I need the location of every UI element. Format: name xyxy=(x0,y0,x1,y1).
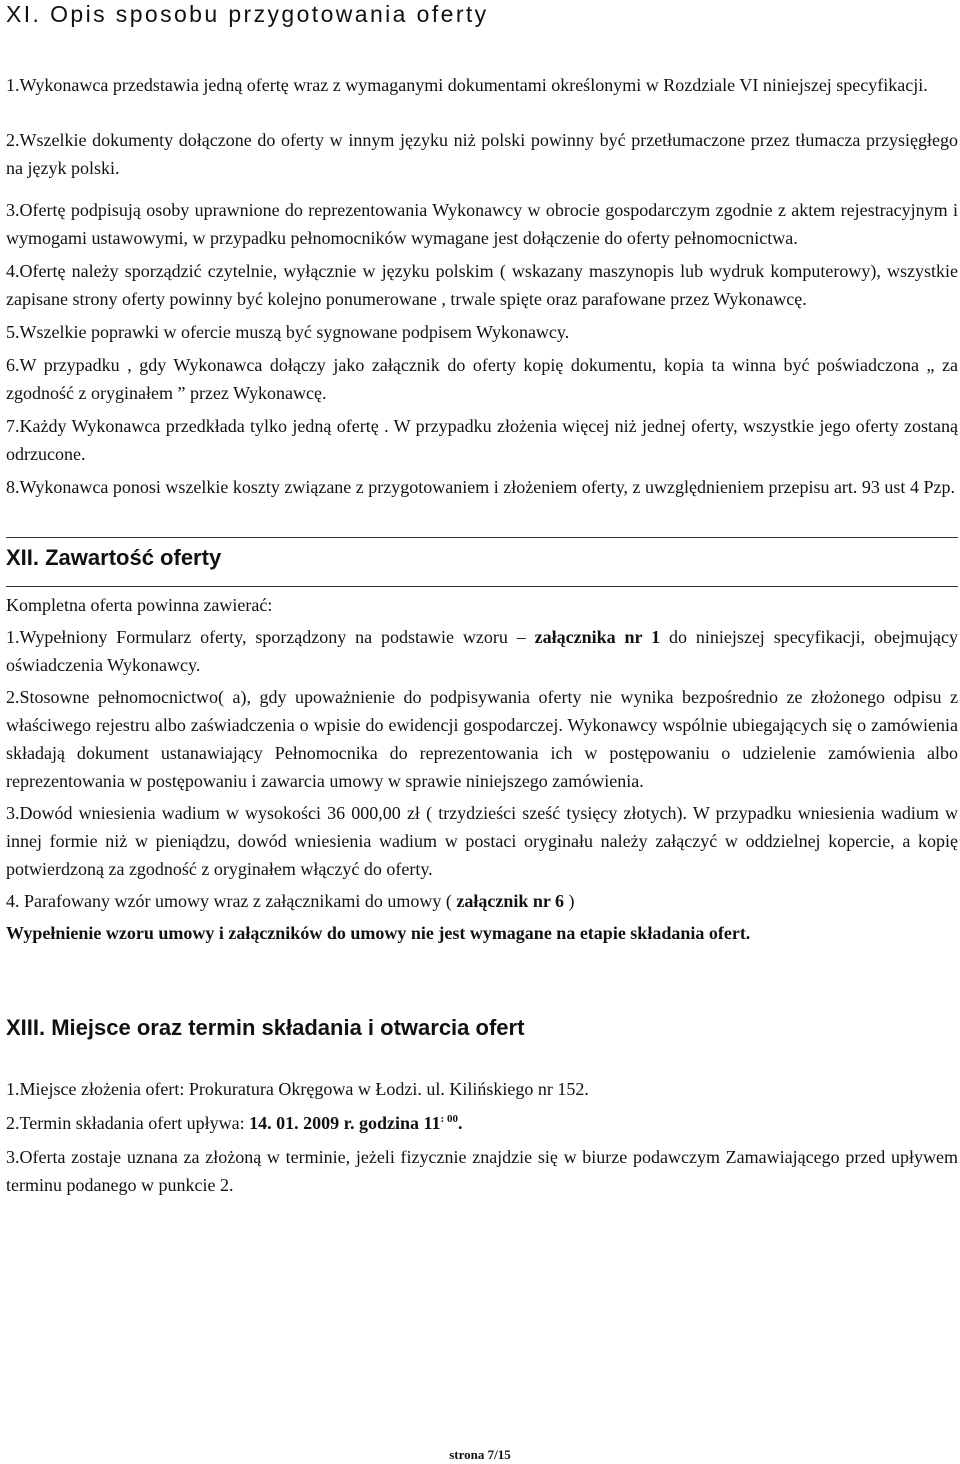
xii-item-4: 4. Parafowany wzór umowy wraz z załącznikami do umowy ( załącznik nr 6 ) xyxy=(6,891,575,911)
xi-item-2: 2.Wszelkie dokumenty dołączone do oferty w innym języku niż polski powinny być przetłumaczone przez tłumacza przysięgłego na język polski. xyxy=(6,130,958,178)
document-page xyxy=(6,0,958,1199)
xii-intro: Kompletna oferta powinna zawierać: xyxy=(6,595,273,615)
xi-item-7: 7.Każdy Wykonawca przedkłada tylko jedną ofertę . W przypadku złożenia więcej niż jednej oferty, wszystkie jego oferty zostaną odrzucone. xyxy=(6,416,958,464)
xii-item-1: 1.Wypełniony Formularz oferty, sporządzony na podstawie wzoru – załącznika nr 1 do niniejszej specyfikacji, obejmujący oświadczenia Wykonawcy. xyxy=(6,627,958,675)
xiii-item-3: 3.Oferta zostaje uznana za złożoną w terminie, jeżeli fizycznie znajdzie się w biurze podawczym Zamawiającego przed upływem terminu podanego w punkcie 2. xyxy=(6,1147,958,1195)
xi-item-3: 3.Ofertę podpisują osoby uprawnione do reprezentowania Wykonawcy w obrocie gospodarczym zgodnie z aktem rejestracyjnym i wymogami ustawowymi, w przypadku pełnomocników wymagane jest dołączenie do oferty pełnomocnictwa. xyxy=(6,200,958,248)
xi-item-1: 1.Wykonawca przedstawia jedną ofertę wraz z wymaganymi dokumentami określonymi w Rozdziale VI niniejszej specyfikacji. xyxy=(6,75,928,95)
xiii-item-2: 2.Termin składania ofert upływa: 14. 01. 2009 r. godzina $11^{: 00}$. xyxy=(6,1113,463,1133)
xi-item-8: 8.Wykonawca ponosi wszelkie koszty związane z przygotowaniem i złożeniem oferty, z uwzględnieniem przepisu art. 93 ust 4 Pzp. xyxy=(6,477,955,497)
xii-item-3: 3.Dowód wniesienia wadium w wysokości 36 000,00 zł ( trzydzieści sześć tysięcy złotych). W przypadku wniesienia wadium w innej formie niż w pieniądzu, dowód wniesienia wadium w postaci oryginału należy załączyć w oddzielnej kopercie, a kopię potwierdzoną za zgodność z oryginałem włączyć do oferty. xyxy=(6,803,958,879)
xiii-item-1: 1.Miejsce złożenia ofert: Prokuratura Okręgowa w Łodzi. ul. Kilińskiego nr 152. xyxy=(6,1079,589,1099)
xii-note: Wypełnienie wzoru umowy i załączników do umowy nie jest wymagane na etapie składania ofert. xyxy=(6,923,751,943)
section-xiii-heading: XIII. Miejsce oraz termin składania i otwarcia ofert xyxy=(6,1015,525,1040)
xii-item-2: 2.Stosowne pełnomocnictwo( a), gdy upoważnienie do podpisywania oferty nie wynika bezpośrednio ze złożonego odpisu z właściwego rejestru albo zaświadczenia o wpisie do ewidencji gospodarczej. Wykonawcy wspólnie ubiegających się o zamówienia składają dokument ustanawiający Pełnomocnika do reprezentowania ich w postępowaniu o udzielenie zamówienia albo reprezentowania w postępowaniu i zawarcia umowy w sprawie niniejszego zamówienia. xyxy=(6,687,958,791)
section-xi-heading: XI. Opis sposobu przygotowania oferty xyxy=(6,1,489,27)
section-xii-heading: XII. Zawartość oferty xyxy=(6,545,222,570)
xi-item-4: 4.Ofertę należy sporządzić czytelnie, wyłącznie w języku polskim ( wskazany maszynopis lub wydruk komputerowy), wszystkie zapisane strony oferty powinny być kolejno ponumerowane , trwale spięte oraz parafowane przez Wykonawcę. xyxy=(6,261,958,309)
xi-item-5: 5.Wszelkie poprawki w ofercie muszą być sygnowane podpisem Wykonawcy. xyxy=(6,322,570,342)
page-footer: strona 7/15 xyxy=(449,1447,511,1462)
xi-item-6: 6.W przypadku , gdy Wykonawca dołączy jako załącznik do oferty kopię dokumentu, kopia ta winna być poświadczona „ za zgodność z oryginałem ” przez Wykonawcę. xyxy=(6,355,958,403)
